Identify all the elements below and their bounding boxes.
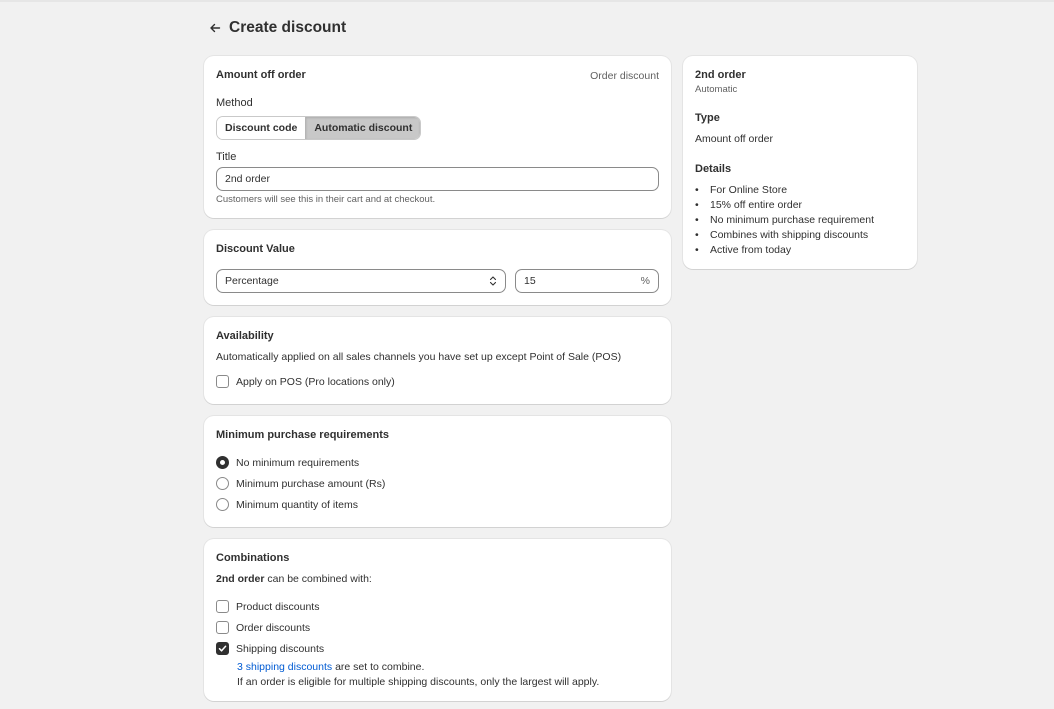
- radio-label: No minimum requirements: [236, 456, 360, 469]
- radio-label: Minimum purchase amount (Rs): [236, 477, 386, 490]
- radio-no-minimum[interactable]: [216, 456, 359, 469]
- percent-suffix: %: [640, 275, 650, 287]
- radio-button[interactable]: [216, 498, 229, 511]
- radio-label: Minimum quantity of items: [236, 498, 358, 511]
- card-title: Minimum purchase requirements: [216, 429, 389, 441]
- list-item: • No minimum purchase requirement: [695, 214, 874, 226]
- select-chevron-icon: [489, 275, 497, 287]
- page-title: Create discount: [229, 19, 347, 36]
- summary-title: 2nd order: [695, 69, 746, 81]
- title-label: Title: [216, 151, 237, 163]
- checkbox-label: Order discounts: [236, 621, 311, 634]
- combinations-description-text: can be combined with:: [264, 573, 372, 585]
- availability-card: [204, 317, 671, 404]
- list-item: • Active from today: [695, 244, 792, 256]
- top-divider: [0, 0, 1054, 2]
- checkbox-label: Shipping discounts: [236, 642, 325, 655]
- checkbox[interactable]: [216, 621, 229, 634]
- shipping-discounts-link[interactable]: 3 shipping discounts: [237, 661, 333, 673]
- method-label: Method: [216, 97, 253, 109]
- value-type-select[interactable]: [216, 269, 506, 293]
- shipping-combine-note: [237, 660, 599, 690]
- combinations-description: [216, 573, 372, 585]
- list-item: • Combines with shipping discounts: [695, 229, 869, 241]
- pos-option[interactable]: [216, 375, 395, 388]
- discount-value-card: [204, 230, 671, 305]
- list-item: • For Online Store: [695, 184, 788, 196]
- checkbox-label: Product discounts: [236, 600, 320, 613]
- radio-minimum-quantity[interactable]: [216, 498, 358, 511]
- radio-minimum-amount[interactable]: [216, 477, 385, 490]
- title-help-text: Customers will see this in their cart and at checkout.: [216, 194, 436, 205]
- availability-description: Automatically applied on all sales channels you have set up except Point of Sale (POS): [216, 351, 622, 363]
- card-title: Combinations: [216, 552, 290, 564]
- summary-type-value: Amount off order: [695, 133, 774, 145]
- pos-checkbox[interactable]: [216, 375, 229, 388]
- checkbox[interactable]: [216, 600, 229, 613]
- checkbox-checked[interactable]: [216, 642, 229, 655]
- combine-product-discounts[interactable]: [216, 600, 319, 613]
- summary-details-list: [695, 183, 874, 258]
- radio-button[interactable]: [216, 477, 229, 490]
- summary-card: [683, 56, 917, 269]
- value-type-selected: Percentage: [225, 275, 279, 287]
- title-input[interactable]: 2nd order: [216, 167, 659, 191]
- discount-code-button[interactable]: Discount code: [217, 117, 305, 139]
- discount-type-label: Order discount: [590, 70, 659, 82]
- discount-amount-input[interactable]: [515, 269, 659, 293]
- summary-details-heading: Details: [695, 163, 732, 175]
- method-segmented-control: [216, 116, 421, 140]
- radio-button[interactable]: [216, 456, 229, 469]
- summary-type-heading: Type: [695, 112, 720, 124]
- combine-shipping-discounts[interactable]: [216, 642, 324, 655]
- card-title: Amount off order: [216, 69, 306, 81]
- automatic-discount-button[interactable]: Automatic discount: [305, 117, 420, 139]
- discount-name: 2nd order: [216, 573, 265, 585]
- note-text: are set to combine.: [332, 661, 425, 673]
- amount-off-order-card: [204, 56, 671, 218]
- pos-option-label: Apply on POS (Pro locations only): [236, 375, 395, 388]
- combine-order-discounts[interactable]: [216, 621, 310, 634]
- card-title: Availability: [216, 330, 274, 342]
- minimum-requirements-card: [204, 416, 671, 527]
- checkmark-icon: [218, 644, 227, 653]
- summary-subtitle: Automatic: [695, 84, 738, 95]
- page-header: [205, 17, 346, 39]
- arrow-left-icon: [209, 22, 221, 34]
- note-line-2: If an order is eligible for multiple shipping discounts, only the largest will apply.: [237, 676, 600, 688]
- combinations-card: [204, 539, 671, 701]
- list-item: • 15% off entire order: [695, 199, 803, 211]
- discount-amount-value: 15: [524, 275, 536, 287]
- back-button[interactable]: [205, 18, 225, 38]
- card-title: Discount Value: [216, 243, 295, 255]
